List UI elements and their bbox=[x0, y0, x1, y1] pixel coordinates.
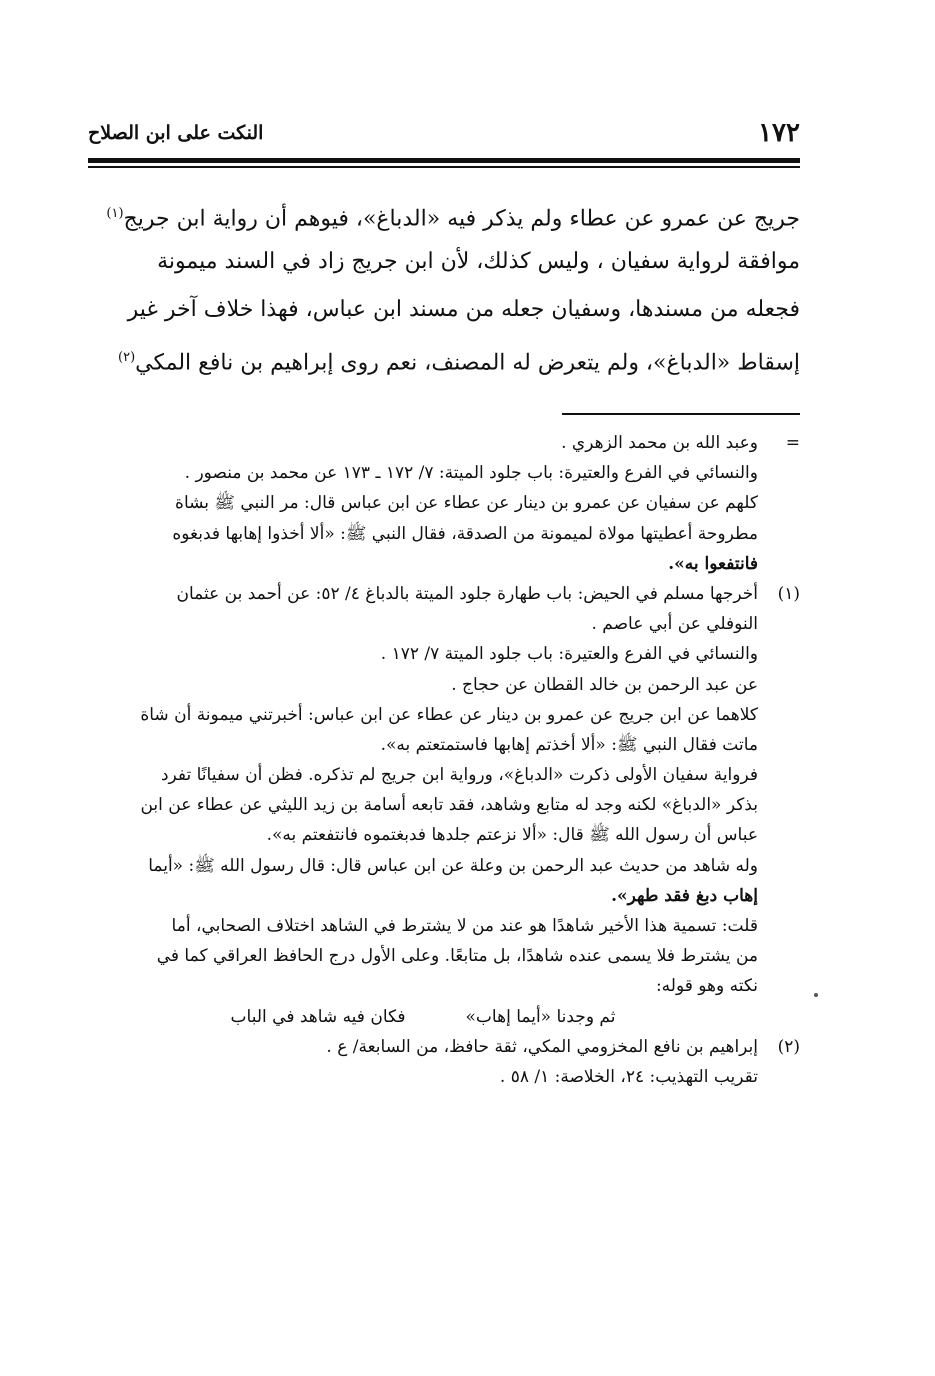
main-text-line-text: موافقة لرواية سفيان ، وليس كذلك، لأن ابن جريج زاد في السند ميمونة bbox=[157, 249, 800, 274]
footnote-text: أخرجها مسلم في الحيض: باب طهارة جلود الميتة بالدباغ ٤/ ٥٢: عن أحمد بن عثمان bbox=[176, 583, 758, 604]
footnote-text: وله شاهد من حديث عبد الرحمن بن وعلة عن ابن عباس قال: قال رسول الله ﷺ: «أيما bbox=[148, 855, 758, 876]
footnote-text: النوفلي عن أبي عاصم . bbox=[591, 614, 758, 635]
footnote-line bbox=[88, 790, 800, 820]
footnote-text: نكته وهو قوله: bbox=[655, 976, 758, 997]
footnote-line bbox=[88, 609, 800, 639]
footnote-text: كلاهما عن ابن جريج عن عمرو بن دينار عن عطاء عن ابن عباس: أخبرتني ميمونة أن شاة bbox=[140, 704, 758, 725]
footnote-line bbox=[88, 549, 800, 579]
footnote-line bbox=[88, 820, 800, 850]
footnote-marker: (١) bbox=[777, 583, 800, 604]
poem-verse bbox=[88, 1002, 800, 1032]
header-rule-thin bbox=[88, 166, 800, 168]
footnote-reference[interactable]: (١) bbox=[106, 206, 124, 221]
footnotes bbox=[88, 428, 800, 1092]
main-text bbox=[88, 190, 800, 382]
footnote-line bbox=[88, 428, 800, 458]
main-text-line bbox=[88, 334, 800, 382]
footnote-line bbox=[88, 730, 800, 760]
footnote-text: بذكر «الدباغ» لكنه وجد له متابع وشاهد، فقد تابعه أسامة بن زيد الليثي عن عطاء عن ابن bbox=[140, 795, 758, 816]
poem-hemistich-1: ثم وجدنا «أيما إهاب» bbox=[465, 1006, 616, 1027]
footnote-reference[interactable]: (٢) bbox=[118, 350, 136, 365]
footnote-text: إهاب دبغ فقد طهر». bbox=[611, 885, 758, 906]
main-text-line-text: فجعله من مسندها، وسفيان جعله من مسند ابن عباس، فهذا خلاف آخر غير bbox=[127, 297, 800, 322]
footnote-text: تقريب التهذيب: ٢٤، الخلاصة: ١/ ٥٨ . bbox=[499, 1066, 758, 1087]
page-header bbox=[88, 118, 800, 156]
footnote-text: والنسائي في الفرع والعتيرة: باب جلود الميتة ٧/ ١٧٢ . bbox=[380, 644, 758, 665]
header-rule-thick bbox=[88, 158, 800, 163]
footnote-separator bbox=[562, 413, 800, 415]
footnote-line bbox=[88, 941, 800, 971]
footnote-text: فانتفعوا به». bbox=[668, 553, 758, 574]
footnote-line bbox=[88, 1032, 800, 1062]
main-text-line-text: جريج عن عمرو عن عطاء ولم يذكر فيه «الدباغ»، فيوهم أن رواية ابن جريج bbox=[123, 206, 800, 232]
footnote-line bbox=[88, 458, 800, 488]
footnote-text: كلهم عن سفيان عن عمرو بن دينار عن عطاء عن ابن عباس قال: مر النبي ﷺ بشاة bbox=[175, 493, 758, 514]
footnote-text: وعبد الله بن محمد الزهري . bbox=[561, 433, 758, 453]
footnote-marker: = bbox=[785, 433, 800, 453]
scan-speck bbox=[814, 993, 818, 997]
footnote-marker: (٢) bbox=[777, 1036, 800, 1057]
running-title: النكت على ابن الصلاح bbox=[88, 122, 264, 144]
footnote-text: عن عبد الرحمن بن خالد القطان عن حجاج . bbox=[451, 674, 758, 695]
footnote-line bbox=[88, 670, 800, 700]
footnote-line bbox=[88, 971, 800, 1001]
main-text-line bbox=[88, 190, 800, 238]
footnote-text: من يشترط فلا يسمى عنده شاهدًا، بل متابعًا. وعلى الأول درج الحافظ العراقي كما في bbox=[156, 946, 758, 967]
main-text-line bbox=[88, 286, 800, 334]
footnote-text: والنسائي في الفرع والعتيرة: باب جلود الميتة: ٧/ ١٧٢ ـ ١٧٣ عن محمد بن منصور . bbox=[184, 463, 758, 484]
footnote-line bbox=[88, 579, 800, 609]
footnote-line bbox=[88, 700, 800, 730]
main-text-line-text: إسقاط «الدباغ»، ولم يتعرض له المصنف، نعم روى إبراهيم بن نافع المكي bbox=[135, 350, 800, 376]
main-text-line bbox=[88, 238, 800, 286]
footnote-line bbox=[88, 639, 800, 669]
footnote-text: ماتت فقال النبي ﷺ: «ألا أخذتم إهابها فاستمتعتم به». bbox=[380, 734, 758, 755]
footnote-line bbox=[88, 881, 800, 911]
footnote-text: فرواية سفيان الأولى ذكرت «الدباغ»، ورواية ابن جريج لم تذكره. فظن أن سفيانًا تفرد bbox=[160, 765, 758, 786]
footnote-line bbox=[88, 851, 800, 881]
footnote-text: عباس أن رسول الله ﷺ قال: «ألا نزعتم جلدها فدبغتموه فانتفعتم به». bbox=[266, 825, 758, 846]
footnote-text: إبراهيم بن نافع المخزومي المكي، ثقة حافظ، من السابعة/ ع . bbox=[326, 1036, 758, 1057]
footnote-line bbox=[88, 760, 800, 790]
footnote-line bbox=[88, 1062, 800, 1092]
page-number: ١٧٢ bbox=[758, 118, 800, 148]
footnote-line bbox=[88, 519, 800, 549]
footnote-text: مطروحة أعطيتها مولاة لميمونة من الصدقة، فقال النبي ﷺ: «ألا أخذوا إهابها فدبغوه bbox=[172, 523, 758, 544]
footnote-line bbox=[88, 911, 800, 941]
footnote-line bbox=[88, 488, 800, 518]
poem-hemistich-2: فكان فيه شاهد في الباب bbox=[230, 1006, 406, 1027]
footnote-text: قلت: تسمية هذا الأخير شاهدًا هو عند من لا يشترط في الشاهد اختلاف الصحابي، أما bbox=[171, 916, 758, 936]
